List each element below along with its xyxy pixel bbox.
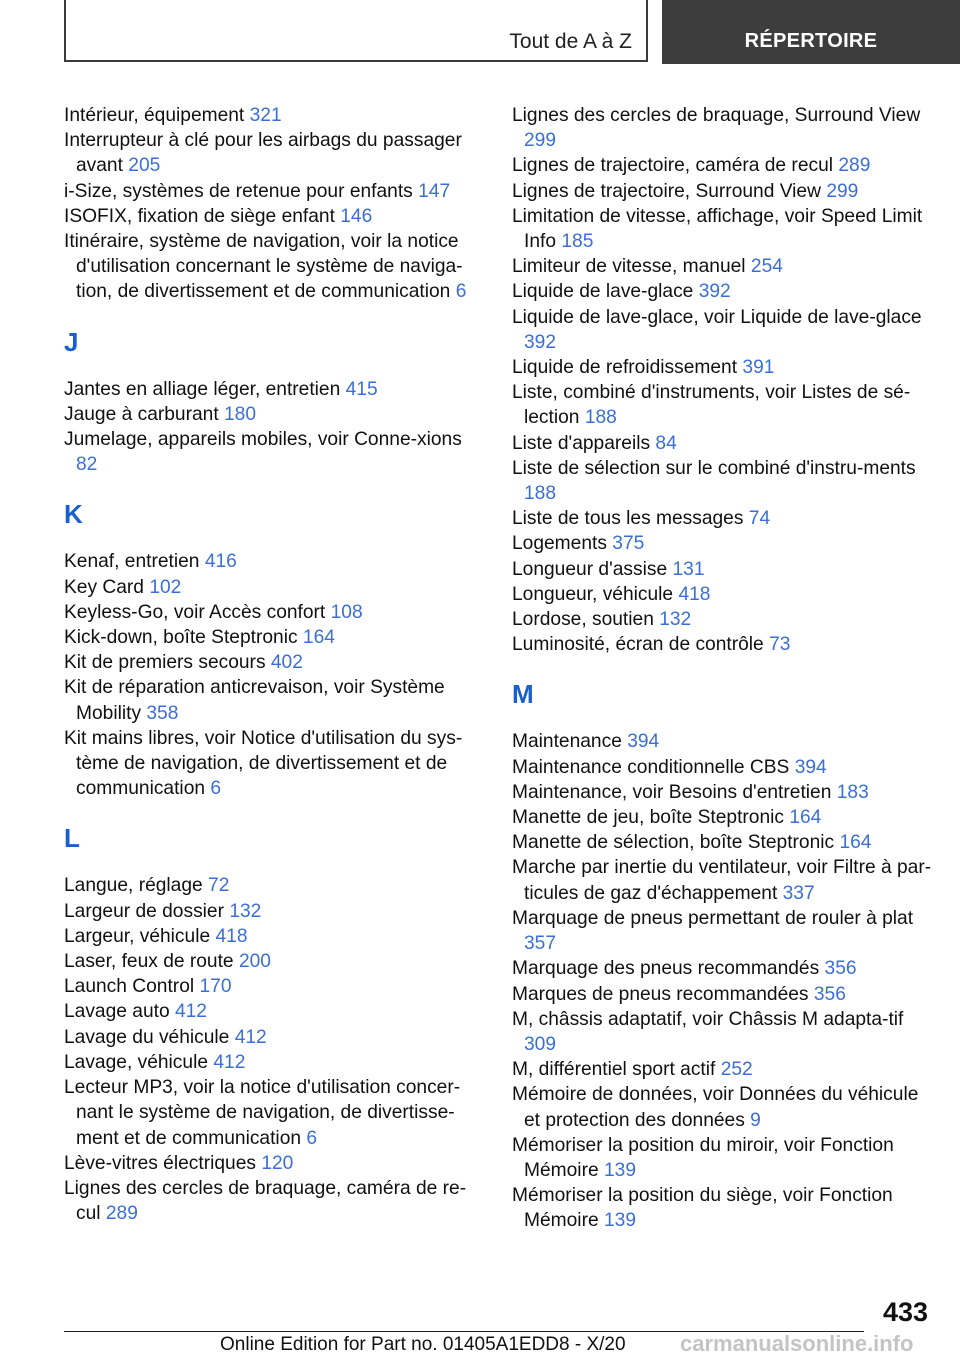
index-entry-text: Limitation de vitesse, affichage, voir Speed Limit Info xyxy=(512,205,923,253)
page-link[interactable]: 205 xyxy=(128,155,161,177)
tab-directory[interactable] xyxy=(662,0,960,64)
index-entry-text: Lignes des cercles de braquage, caméra de re-cul xyxy=(64,1177,467,1225)
page-link[interactable]: 164 xyxy=(789,807,822,829)
index-entry-text: Jantes en alliage léger, entretien xyxy=(64,378,341,400)
tab-toc-label: Tout de A à Z xyxy=(509,30,632,53)
index-entry-text: Jumelage, appareils mobiles, voir Conne-xions xyxy=(64,429,462,451)
index-entry-text: Interrupteur à clé pour les airbags du passager avant xyxy=(64,130,462,177)
index-entry xyxy=(64,899,474,924)
index-entry-text: Marquage des pneus recommandés xyxy=(512,958,820,980)
page-link[interactable]: 84 xyxy=(655,432,677,454)
index-entry xyxy=(512,431,932,456)
page-link[interactable]: 147 xyxy=(418,180,451,202)
index-entry xyxy=(512,1057,932,1082)
index-entry xyxy=(64,575,474,600)
index-entry-text: Liquide de refroidissement xyxy=(512,357,738,379)
index-entry-text: Marche par inertie du ventilateur, voir Filtre à par-ticules de gaz d'échappement xyxy=(512,857,932,904)
page-link[interactable]: 391 xyxy=(742,357,775,379)
index-entry xyxy=(512,632,932,657)
index-entry xyxy=(64,1075,474,1151)
index-column-right xyxy=(512,103,932,1234)
index-entry-text: Liste de sélection sur le combiné d'instru-ments xyxy=(512,457,916,479)
page-link[interactable]: 252 xyxy=(720,1059,753,1081)
page-link[interactable]: 102 xyxy=(149,576,182,598)
index-entry-text: M, châssis adaptatif, voir Châssis M adapta-tif xyxy=(512,1008,904,1030)
page-link[interactable]: 375 xyxy=(612,533,645,555)
index-entry xyxy=(512,1007,932,1057)
page-link[interactable]: 356 xyxy=(824,958,857,980)
index-entry-text: Lavage du véhicule xyxy=(64,1026,230,1048)
index-entry xyxy=(64,650,474,675)
page-link[interactable]: 415 xyxy=(345,378,378,400)
index-entry-text: Limiteur de vitesse, manuel xyxy=(512,256,746,278)
index-entry-text: Marquage de pneus permettant de rouler à plat xyxy=(512,907,914,929)
page-header xyxy=(64,0,960,64)
page-link[interactable]: 72 xyxy=(208,875,230,897)
index-entry-text: Lignes de trajectoire, Surround View xyxy=(512,180,821,202)
page-link[interactable]: 188 xyxy=(584,407,617,429)
page-link[interactable]: 170 xyxy=(199,976,232,998)
index-entry xyxy=(512,607,932,632)
index-entry-text: Largeur de dossier xyxy=(64,900,224,922)
index-entry-text: Liste, combiné d'instruments, voir Listes de sé-lection xyxy=(512,382,911,429)
index-entry xyxy=(512,179,932,204)
index-entry-text: Longueur, véhicule xyxy=(512,583,674,605)
index-entry-text: Lavage, véhicule xyxy=(64,1051,209,1073)
index-entry xyxy=(512,456,932,506)
page-link[interactable]: 392 xyxy=(524,331,557,353)
page-link[interactable]: 394 xyxy=(794,756,827,778)
page-link[interactable]: 185 xyxy=(561,231,594,253)
index-entry xyxy=(64,128,474,178)
index-entry-text: ISOFIX, fixation de siège enfant xyxy=(64,205,335,227)
index-entry xyxy=(64,726,474,802)
index-entry-text: Kenaf, entretien xyxy=(64,551,200,573)
index-entry xyxy=(64,179,474,204)
page-link[interactable]: 392 xyxy=(698,281,731,303)
page-link[interactable]: 394 xyxy=(627,731,660,753)
index-entry-text: Lordose, soutien xyxy=(512,609,654,631)
index-entry-text: Laser, feux de route xyxy=(64,951,234,973)
index-entry-text: Liquide de lave-glace xyxy=(512,281,694,303)
page-link[interactable]: 418 xyxy=(678,583,711,605)
tab-directory-label: RÉPERTOIRE xyxy=(744,30,878,52)
index-column-left xyxy=(64,103,474,1226)
index-entry xyxy=(512,1133,932,1183)
index-entry-text: Marques de pneus recommandées xyxy=(512,983,809,1005)
index-entry xyxy=(512,254,932,279)
index-entry xyxy=(512,729,932,754)
index-entry-text: Liquide de lave-glace, voir Liquide de lave-glace xyxy=(512,306,922,328)
index-entry-text: Longueur d'assise xyxy=(512,558,668,580)
index-entry-text: Luminosité, écran de contrôle xyxy=(512,634,764,656)
index-entry xyxy=(512,780,932,805)
index-entry xyxy=(64,873,474,898)
page-link[interactable]: 416 xyxy=(204,551,237,573)
page-link[interactable]: 108 xyxy=(330,601,363,623)
page-link[interactable]: 309 xyxy=(524,1033,557,1055)
page-link[interactable]: 418 xyxy=(215,925,248,947)
index-entry xyxy=(512,906,932,956)
page-link[interactable]: 412 xyxy=(174,1001,207,1023)
index-entry-text: Liste de tous les messages xyxy=(512,508,744,530)
index-entry xyxy=(512,982,932,1007)
index-letter-heading: L xyxy=(64,823,80,854)
index-entry xyxy=(64,600,474,625)
index-entry xyxy=(64,974,474,999)
index-entry-text: Lève-vitres électriques xyxy=(64,1152,256,1174)
page-link[interactable]: 139 xyxy=(603,1210,636,1232)
index-entry xyxy=(64,549,474,574)
index-entry xyxy=(64,229,474,305)
index-entry xyxy=(512,103,932,153)
page-link[interactable]: 6 xyxy=(210,778,222,800)
index-entry-text: Intérieur, équipement xyxy=(64,105,245,126)
index-entry xyxy=(64,949,474,974)
page-link[interactable]: 402 xyxy=(270,652,303,674)
index-entry-text: M, différentiel sport actif xyxy=(512,1059,716,1081)
page-number: 433 xyxy=(882,1297,928,1327)
index-entry-text: Kit mains libres, voir Notice d'utilisation du sys-tème de navigation, de divertissement et de communication xyxy=(64,727,463,800)
page-link[interactable]: 9 xyxy=(750,1109,761,1131)
index-entry xyxy=(512,153,932,178)
index-entry xyxy=(512,855,932,905)
tab-table-of-contents[interactable] xyxy=(64,0,648,62)
index-entry xyxy=(512,805,932,830)
page-link[interactable]: 299 xyxy=(826,180,859,202)
index-entry xyxy=(64,625,474,650)
index-entry xyxy=(64,402,474,427)
index-entry xyxy=(512,279,932,304)
index-entry xyxy=(512,1082,932,1132)
index-entry-text: Mémoriser la position du siège, voir Fonction Mémoire xyxy=(512,1185,893,1232)
index-entry xyxy=(64,1151,474,1176)
index-entry-text: Liste d'appareils xyxy=(512,432,651,454)
index-entry xyxy=(64,204,474,229)
page-link[interactable]: 254 xyxy=(750,256,783,278)
index-entry-text: Launch Control xyxy=(64,976,195,998)
index-entry-text: Lignes de trajectoire, caméra de recul xyxy=(512,155,834,177)
index-entry xyxy=(64,924,474,949)
page-link[interactable]: 358 xyxy=(146,702,179,724)
page-link[interactable]: 139 xyxy=(603,1159,636,1181)
page-link[interactable]: 289 xyxy=(105,1203,138,1225)
page-link[interactable]: 131 xyxy=(672,558,705,580)
index-entry-text: Mémoire de données, voir Données du véhicule et protection des données xyxy=(512,1084,919,1131)
page-link[interactable]: 146 xyxy=(340,205,373,227)
index-entry xyxy=(512,830,932,855)
index-entry-text: Key Card xyxy=(64,576,144,598)
page-link[interactable]: 132 xyxy=(659,609,692,631)
index-entry xyxy=(64,377,474,402)
index-entry xyxy=(64,675,474,725)
page-link[interactable]: 180 xyxy=(224,403,257,425)
index-entry xyxy=(64,999,474,1024)
index-entry-text: Largeur, véhicule xyxy=(64,925,211,947)
index-entry-text: Kit de premiers secours xyxy=(64,652,266,674)
index-letter-heading: K xyxy=(64,499,83,530)
index-entry xyxy=(64,1176,474,1226)
index-entry-text: Mémoriser la position du miroir, voir Fonction Mémoire xyxy=(512,1134,894,1181)
page-link[interactable]: 412 xyxy=(234,1026,267,1048)
page-link[interactable]: 200 xyxy=(238,951,271,973)
index-entry xyxy=(512,204,932,254)
index-entry xyxy=(512,1183,932,1233)
index-entry-text: i-Size, systèmes de retenue pour enfants xyxy=(64,180,413,202)
index-entry xyxy=(64,103,474,128)
index-entry-text: Lavage auto xyxy=(64,1001,170,1023)
page-link[interactable]: 73 xyxy=(769,634,791,656)
page-link[interactable]: 132 xyxy=(229,900,262,922)
index-entry xyxy=(512,557,932,582)
index-entry-text: Kit de réparation anticrevaison, voir Système Mobility xyxy=(64,677,445,724)
index-entry xyxy=(64,427,474,477)
index-entry-text: Langue, réglage xyxy=(64,875,203,897)
page-link[interactable]: 82 xyxy=(76,454,98,476)
page-link[interactable]: 120 xyxy=(261,1152,294,1174)
page-link[interactable]: 356 xyxy=(813,983,846,1005)
index-entry xyxy=(512,305,932,355)
index-entry-text: Logements xyxy=(512,533,607,555)
page-link[interactable]: 357 xyxy=(524,933,557,955)
index-entry xyxy=(512,506,932,531)
index-entry-text: Itinéraire, système de navigation, voir la notice d'utilisation concernant le système de naviga-tion, de divertissement et de communication xyxy=(64,231,463,303)
index-entry xyxy=(512,755,932,780)
edition-text: Online Edition for Part no. 01405A1EDD8 - X/20 xyxy=(220,1334,626,1355)
index-entry-text: Manette de jeu, boîte Steptronic xyxy=(512,807,784,829)
index-entry xyxy=(512,380,932,430)
index-letter-heading: J xyxy=(64,326,79,357)
index-entry-text: Maintenance xyxy=(512,731,622,753)
page-link[interactable]: 188 xyxy=(524,483,557,505)
index-entry-text: Lecteur MP3, voir la notice d'utilisation concer-nant le système de navigation, de divertisse-ment et de communication xyxy=(64,1077,461,1149)
index-entry-text: Jauge à carburant xyxy=(64,403,219,425)
watermark: carmanualsonline.info xyxy=(680,1331,914,1356)
index-entry xyxy=(512,582,932,607)
index-entry xyxy=(64,1050,474,1075)
index-entry-text: Kick-down, boîte Steptronic xyxy=(64,627,298,649)
page-link[interactable]: 74 xyxy=(748,508,771,530)
index-entry-text: Keyless-Go, voir Accès confort xyxy=(64,601,326,623)
page-link[interactable]: 299 xyxy=(524,130,557,152)
page-link[interactable]: 164 xyxy=(302,627,335,649)
index-letter-heading: M xyxy=(512,679,534,710)
page-link[interactable]: 183 xyxy=(836,781,869,803)
index-entry-text: Maintenance, voir Besoins d'entretien xyxy=(512,781,832,803)
index-entry-text: Lignes des cercles de braquage, Surround View xyxy=(512,105,921,126)
index-entry-text: Manette de sélection, boîte Steptronic xyxy=(512,832,835,854)
index-entry xyxy=(512,956,932,981)
page-link[interactable]: 6 xyxy=(306,1127,318,1149)
index-entry-text: Maintenance conditionnelle CBS xyxy=(512,756,790,778)
page-link[interactable]: 337 xyxy=(782,882,815,904)
index-entry xyxy=(512,355,932,380)
page-link[interactable]: 412 xyxy=(213,1051,246,1073)
page-link[interactable]: 289 xyxy=(838,155,871,177)
page-link[interactable]: 6 xyxy=(455,281,467,303)
page-link[interactable]: 164 xyxy=(839,832,872,854)
page-link[interactable]: 321 xyxy=(249,105,282,126)
index-entry xyxy=(64,1025,474,1050)
index-entry xyxy=(512,531,932,556)
